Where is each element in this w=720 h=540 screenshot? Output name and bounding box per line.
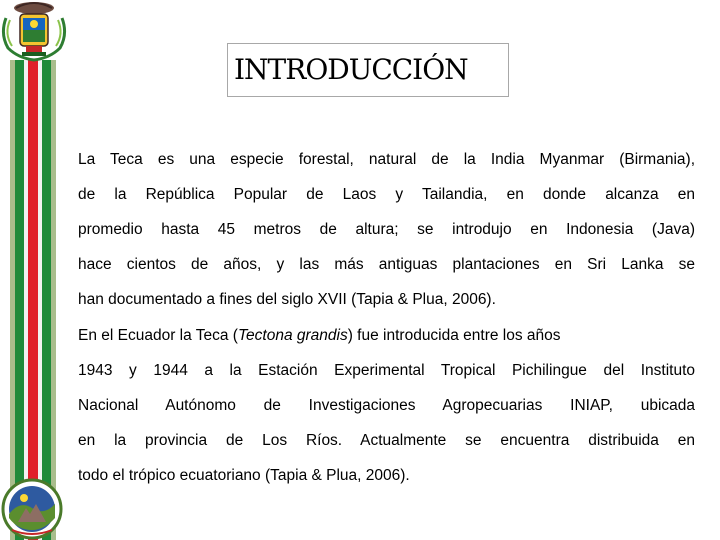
decorative-flag-stripes xyxy=(10,60,56,540)
paragraph-line: Nacional Autónomo de Investigaciones Agropecuarias INIAP, ubicada xyxy=(78,397,695,414)
paragraph-2 xyxy=(78,318,695,493)
paragraph-line: 1943 y 1944 a la Estación Experimental Tropical Pichilingue del Instituto xyxy=(78,362,695,379)
text-run: En el Ecuador la Teca ( xyxy=(78,327,238,344)
paragraph-line: La Teca es una especie forestal, natural de la India Myanmar (Birmania), xyxy=(78,151,695,168)
paragraph-line: hace cientos de años, y las más antiguas plantaciones en Sri Lanka se xyxy=(78,256,695,273)
page-title: INTRODUCCIÓN xyxy=(234,53,468,86)
stripe-green xyxy=(15,60,24,540)
stripe-red xyxy=(28,60,39,540)
title-box xyxy=(227,43,509,97)
paragraph-line: de la República Popular de Laos y Tailandia, en donde alcanza en xyxy=(78,186,695,203)
coat-of-arms-logo xyxy=(0,0,68,62)
paragraph-line: han documentado a fines del siglo XVII (Tapia & Plua, 2006). xyxy=(78,291,496,308)
paragraph-line: todo el trópico ecuatoriano (Tapia & Plua, 2006). xyxy=(78,467,410,484)
stripe-light-green xyxy=(51,60,56,540)
scientific-name: Tectona grandis xyxy=(237,327,348,344)
institution-seal-logo xyxy=(0,478,64,540)
text-run: ) fue introducida entre los años xyxy=(347,327,561,344)
stripe-green xyxy=(42,60,51,540)
paragraph-line: en la provincia de Los Ríos. Actualmente se encuentra distribuida en xyxy=(78,432,695,449)
paragraph-line: promedio hasta 45 metros de altura; se introdujo en Indonesia (Java) xyxy=(78,221,695,238)
paragraph-line xyxy=(78,318,695,353)
paragraph-1 xyxy=(78,142,695,317)
